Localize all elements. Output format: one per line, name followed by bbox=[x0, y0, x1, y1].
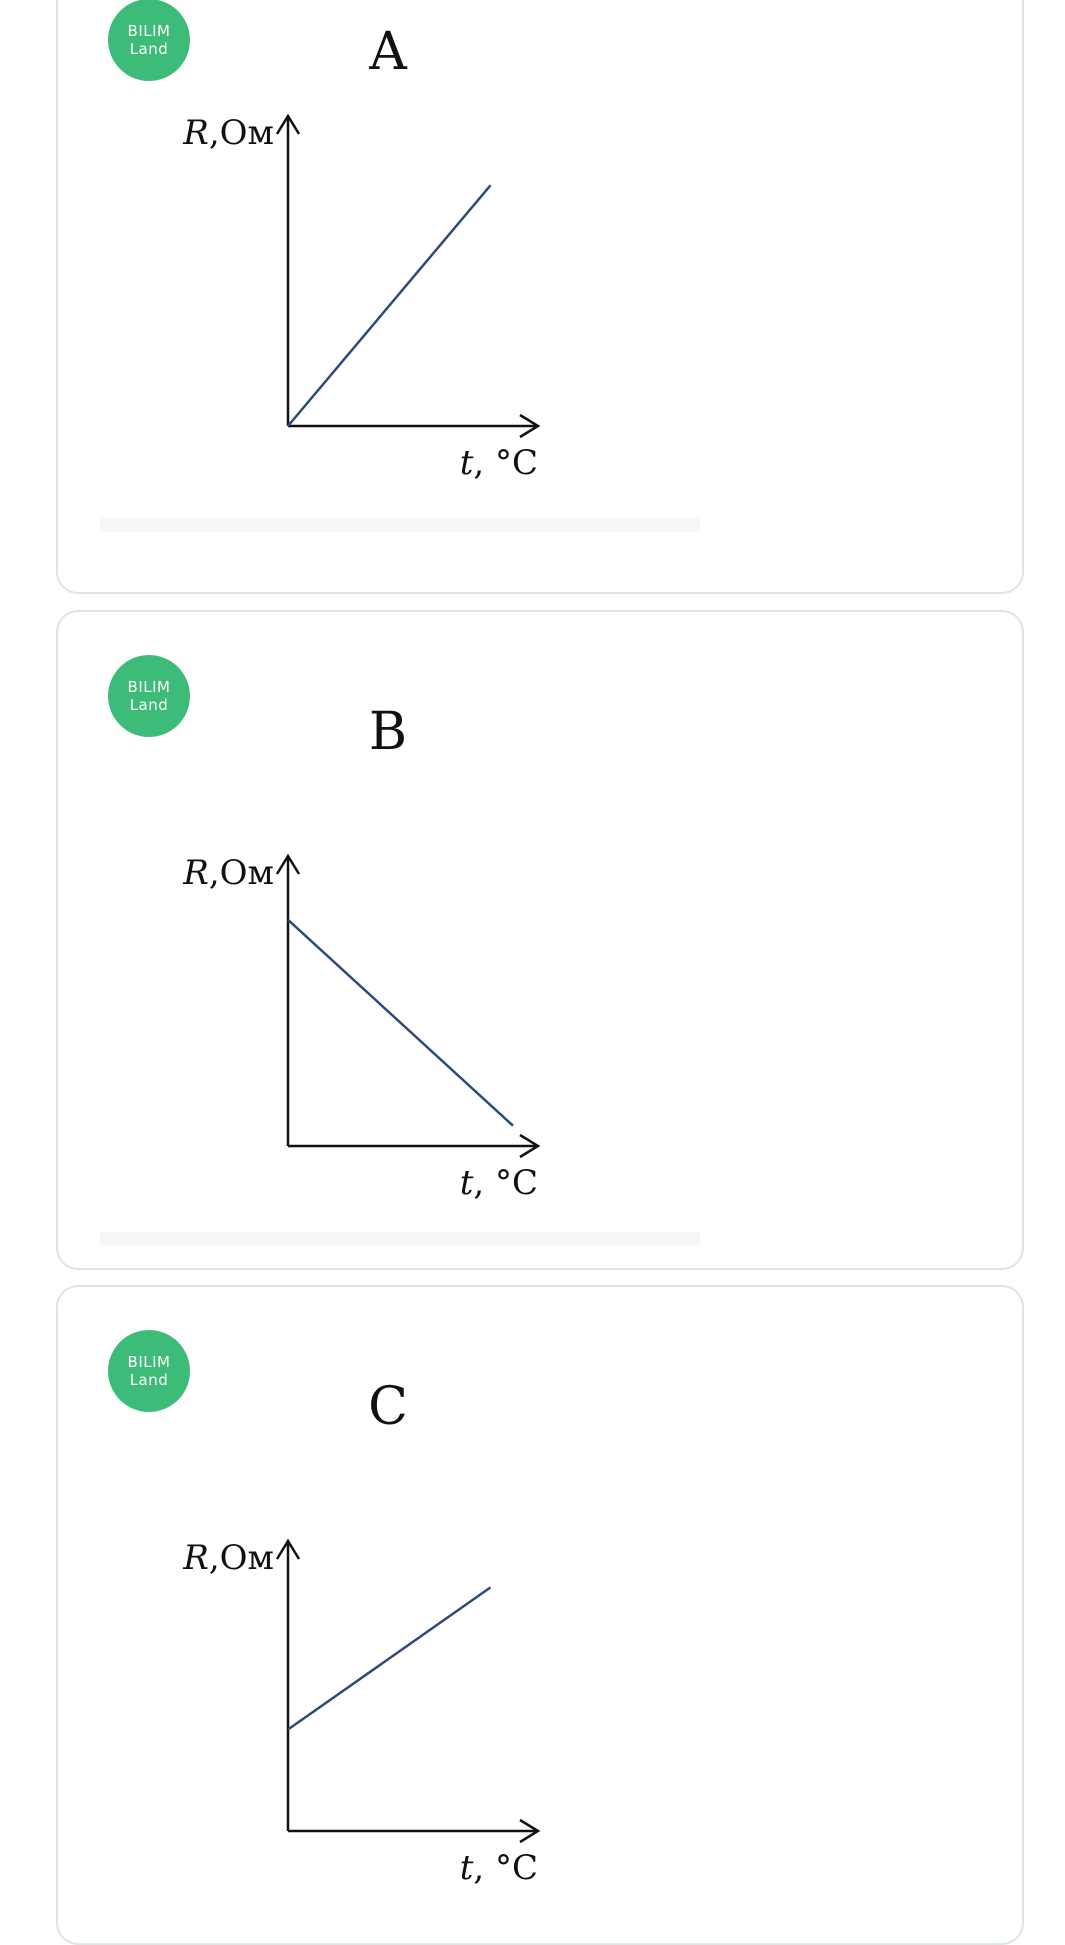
logo-line-2: Land bbox=[129, 1371, 169, 1389]
x-axis-label: t, °C bbox=[459, 1163, 538, 1203]
x-axis-label: t, °C bbox=[459, 443, 538, 483]
logo-line-1: BILIM bbox=[127, 22, 171, 40]
chart-b bbox=[58, 612, 1024, 1270]
logo-line-1: BILIM bbox=[127, 1353, 171, 1371]
chart-title-letter: C bbox=[368, 1377, 408, 1437]
answer-card-b[interactable] bbox=[56, 610, 1024, 1270]
logo-line-2: Land bbox=[129, 40, 169, 58]
chart-title-letter: B bbox=[368, 702, 408, 762]
data-series-line bbox=[288, 1587, 491, 1729]
chart-a bbox=[58, 0, 1024, 594]
data-series-line bbox=[288, 920, 513, 1126]
x-axis-label: t, °C bbox=[459, 1848, 538, 1888]
chart-c bbox=[58, 1287, 1024, 1945]
logo-line-1: BILIM bbox=[127, 678, 171, 696]
logo-line-2: Land bbox=[129, 696, 169, 714]
y-axis-label: R,Ом bbox=[183, 853, 274, 893]
answer-card-c[interactable] bbox=[56, 1285, 1024, 1945]
y-axis-label: R,Ом bbox=[183, 1538, 274, 1578]
answer-card-a[interactable] bbox=[56, 0, 1024, 594]
data-series-line bbox=[288, 185, 491, 426]
y-axis-label: R,Ом bbox=[183, 113, 274, 153]
chart-title-letter: A bbox=[369, 22, 407, 82]
